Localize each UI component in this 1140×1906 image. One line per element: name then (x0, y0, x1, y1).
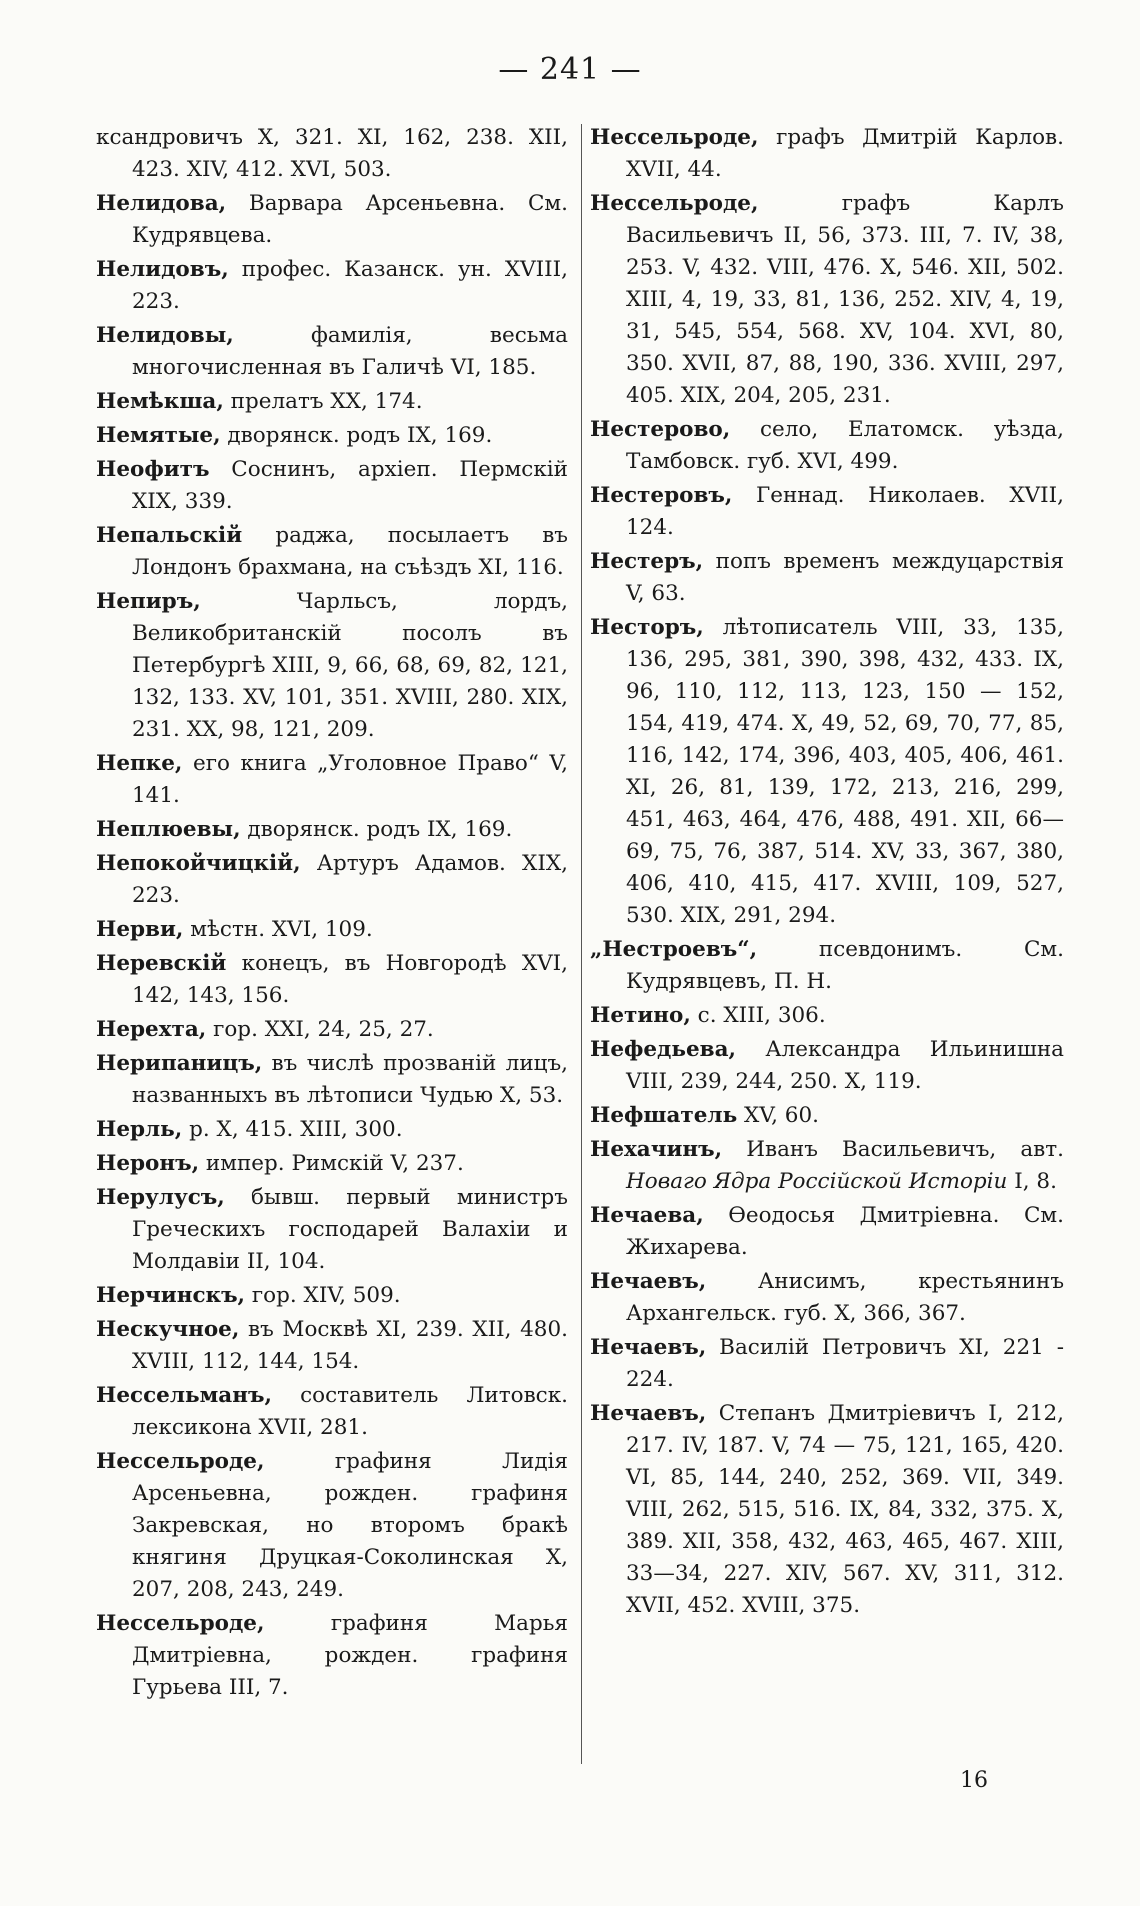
entry-headword: Неофитъ (96, 457, 210, 482)
entry-text: Анисимъ, крестьянинъ Архангельск. губ. X, 366, 367. (626, 1269, 1064, 1326)
entry-text: составитель Литовск. лексикона XVII, 281. (132, 1383, 568, 1440)
entry-headword: „Нестроевъ“, (590, 937, 758, 962)
index-entry (96, 814, 568, 846)
index-entry (96, 1014, 568, 1046)
index-entry (96, 420, 568, 452)
entry-text: р. X, 415. XIII, 300. (182, 1117, 403, 1142)
index-entry (96, 1048, 568, 1112)
index-entry (96, 1182, 568, 1278)
entry-headword: Непиръ, (96, 589, 201, 614)
entry-headword: Неревскій (96, 951, 227, 976)
index-entry (590, 1398, 1064, 1622)
entry-text: Иванъ Васильевичъ, авт. (722, 1137, 1064, 1162)
entry-text: его книга „Уголовное Право“ V, 141. (132, 751, 568, 808)
entry-text: бывш. первый министръ Греческихъ господарей Валахіи и Молдавіи II, 104. (132, 1185, 568, 1274)
entry-headword: Нерчинскъ, (96, 1283, 246, 1308)
entry-headword: Нечаева, (590, 1203, 704, 1228)
entry-text: Чарльсъ, лордъ, Великобританскій посолъ въ Петербургѣ XIII, 9, 66, 68, 69, 82, 121, 132, 133. XV, 101, 351. XVIII, 280. XIX, 231. XX, 98, 121, 209. (132, 589, 568, 742)
entry-text: Александра Ильинишна VIII, 239, 244, 250. X, 119. (626, 1037, 1064, 1094)
entry-headword: Нерулусъ, (96, 1185, 225, 1210)
entry-headword: Неронъ, (96, 1151, 200, 1176)
index-entry (96, 914, 568, 946)
index-entry (590, 122, 1064, 186)
entry-text: псевдонимъ. См. Кудрявцевъ, П. Н. (626, 937, 1064, 994)
index-entry (96, 1608, 568, 1704)
index-entry (590, 1200, 1064, 1264)
entry-text: дворянск. родъ IX, 169. (240, 817, 513, 842)
index-entry (590, 414, 1064, 478)
entry-text: въ числѣ прозваній лицъ, названныхъ въ лѣтописи Чудью X, 53. (132, 1051, 568, 1108)
index-entry (590, 1100, 1064, 1132)
entry-text: въ Москвѣ XI, 239. XII, 480. XVIII, 112, 144, 154. (132, 1317, 568, 1374)
entry-headword: Нефедьева, (590, 1037, 737, 1062)
entry-headword: Нехачинъ, (590, 1137, 723, 1162)
entry-headword: Нечаевъ, (590, 1401, 707, 1426)
entry-text: Варвара Арсеньевна. См. Кудрявцева. (132, 191, 568, 248)
index-entry (590, 1134, 1064, 1198)
entry-headword: Нестерово, (590, 417, 731, 442)
entry-text: мѣстн. XVI, 109. (183, 917, 373, 942)
entry-headword: Непке, (96, 751, 183, 776)
entry-headword: Нессельроде, (96, 1611, 265, 1636)
index-entry (96, 520, 568, 584)
entry-text: Степанъ Дмитріевичъ I, 212, 217. IV, 187. V, 74 — 75, 121, 165, 420. VI, 85, 144, 240, 252, 369. VII, 349. VIII, 262, 515, 516. IX, 84, 332, 375. X, 389. XII, 358, 432, 463, 465, 467. XIII, 33—34, 227. XIV, 567. XV, 311, 312. XVII, 452. XVIII, 375. (626, 1401, 1064, 1618)
entry-headword: Нечаевъ, (590, 1269, 707, 1294)
entry-headword: Нелидовы, (96, 323, 234, 348)
entry-headword: Несторъ, (590, 615, 704, 640)
index-entry (96, 1446, 568, 1606)
entry-headword: Немѣкша, (96, 389, 224, 414)
index-entry (96, 386, 568, 418)
entry-headword: Нерипаницъ, (96, 1051, 263, 1076)
entry-italic-title: Новаго Ядра Россійской Исторіи (626, 1169, 1008, 1194)
page-number: — 241 — (498, 52, 642, 87)
entry-headword: Нессельманъ, (96, 1383, 272, 1408)
index-entry (590, 188, 1064, 412)
left-column (96, 122, 568, 1706)
index-entry (590, 1000, 1064, 1032)
entry-text: Геннад. Николаев. XVII, 124. (626, 483, 1064, 540)
entry-headword: Нестеровъ, (590, 483, 733, 508)
entry-text: графъ Карлъ Васильевичъ II, 56, 373. III, 7. IV, 38, 253. V, 432. VIII, 476. X, 546. XII, 502. XIII, 4, 19, 33, 81, 136, 252. XIV, 4, 19, 31, 545, 554, 568. XV, 104. XVI, 80, 350. XVII, 87, 88, 190, 336. XVIII, 297, 405. XIX, 204, 205, 231. (626, 191, 1064, 408)
entry-headword: Нескучное, (96, 1317, 240, 1342)
index-entry (96, 586, 568, 746)
index-entry (96, 1148, 568, 1180)
entry-text: село, Елатомск. уѣзда, Тамбовск. губ. XVI, 499. (626, 417, 1064, 474)
entry-text: лѣтописатель VIII, 33, 135, 136, 295, 381, 390, 398, 432, 433. IX, 96, 110, 112, 113, 123, 150 — 152, 154, 419, 474. X, 49, 52, 69, 70, 77, 85, 116, 142, 174, 396, 403, 405, 406, 461. XI, 26, 81, 139, 172, 213, 216, 299, 451, 463, 464, 476, 488, 491. XII, 66—69, 75, 76, 387, 514. XV, 33, 367, 380, 406, 410, 415, 417. XVIII, 109, 527, 530. XIX, 291, 294. (626, 615, 1064, 928)
entry-headword: Неплюевы, (96, 817, 241, 842)
entry-headword: Нессельроде, (590, 125, 759, 150)
entry-text: Василій Петровичъ XI, 221 - 224. (626, 1335, 1064, 1392)
entry-text: конецъ, въ Новгородѣ XVI, 142, 143, 156. (132, 951, 568, 1008)
index-entry (96, 848, 568, 912)
index-entry (590, 546, 1064, 610)
entry-headword: Нессельроде, (96, 1449, 265, 1474)
index-entry (590, 934, 1064, 998)
entry-headword: Немятые, (96, 423, 221, 448)
index-entry (590, 480, 1064, 544)
entry-text: Соснинъ, архіеп. Пермскій XIX, 339. (132, 457, 568, 514)
entry-text: Ѳеодосья Дмитріевна. См. Жихарева. (626, 1203, 1064, 1260)
entry-headword: Непокойчицкій, (96, 851, 301, 876)
entry-text: попъ временъ междуцарствія V, 63. (626, 549, 1064, 606)
entry-text: Артуръ Адамов. XIX, 223. (132, 851, 568, 908)
index-entry (96, 1314, 568, 1378)
entry-headword: Нелидова, (96, 191, 227, 216)
entry-headword: Непальскій (96, 523, 243, 548)
index-entry (590, 1266, 1064, 1330)
index-entry (96, 254, 568, 318)
index-entry (590, 612, 1064, 932)
entry-headword: Нестеръ, (590, 549, 704, 574)
entry-headword: Нерехта, (96, 1017, 207, 1042)
index-entry (96, 122, 568, 186)
entry-text: фамилія, весьма многочисленная въ Галичѣ VI, 185. (132, 323, 568, 380)
entry-text-tail: I, 8. (1007, 1169, 1057, 1194)
entry-headword: Нечаевъ, (590, 1335, 707, 1360)
entry-text: прелатъ XX, 174. (223, 389, 423, 414)
entry-text: XV, 60. (737, 1103, 819, 1128)
entry-text: с. XIII, 306. (690, 1003, 826, 1028)
entry-text: графиня Марья Дмитріевна, рожден. графиня Гурьева III, 7. (132, 1611, 568, 1700)
entry-headword: Нессельроде, (590, 191, 759, 216)
index-entry (96, 1280, 568, 1312)
index-entry (96, 454, 568, 518)
entry-text: импер. Римскій V, 237. (199, 1151, 464, 1176)
entry-headword: Нелидовъ, (96, 257, 229, 282)
entry-headword: Нетино, (590, 1003, 691, 1028)
column-divider (581, 124, 582, 1764)
index-entry (96, 320, 568, 384)
index-entry (96, 948, 568, 1012)
entry-headword: Нерви, (96, 917, 184, 942)
entry-text: гор. XIV, 509. (245, 1283, 401, 1308)
index-entry (96, 748, 568, 812)
entry-headword: Нефшатель (590, 1103, 738, 1128)
entry-headword: Нерль, (96, 1117, 183, 1142)
signature-mark: 16 (960, 1768, 988, 1793)
index-entry (96, 1380, 568, 1444)
index-entry (96, 188, 568, 252)
entry-text: профес. Казанск. ун. XVIII, 223. (132, 257, 568, 314)
index-entry (590, 1034, 1064, 1098)
entry-text: раджа, посылаетъ въ Лондонъ брахмана, на съѣздъ XI, 116. (132, 523, 568, 580)
entry-text: гор. XXI, 24, 25, 27. (206, 1017, 434, 1042)
right-column (590, 122, 1064, 1624)
entry-text: дворянск. родъ IX, 169. (220, 423, 493, 448)
entry-text: графъ Дмитрій Карлов. XVII, 44. (626, 125, 1064, 182)
index-entry (96, 1114, 568, 1146)
entry-text: графиня Лидія Арсеньевна, рожден. графиня Закревская, но второмъ бракѣ княгиня Друцкая-Соколинская X, 207, 208, 243, 249. (132, 1449, 568, 1602)
index-entry (590, 1332, 1064, 1396)
entry-text: ксандровичъ X, 321. XI, 162, 238. XII, 423. XIV, 412. XVI, 503. (96, 125, 568, 182)
